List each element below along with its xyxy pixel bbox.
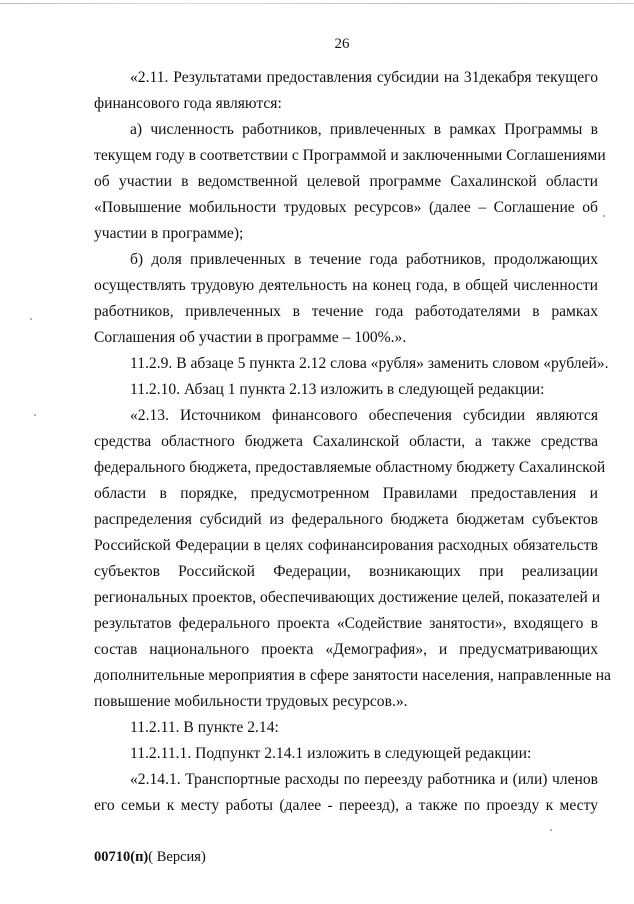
text-line: состав национального проекта «Демография», и предусматривающих <box>94 641 598 658</box>
text-line: 11.2.10. Абзац 1 пункта 2.13 изложить в следующей редакции: <box>130 381 545 398</box>
text-line: субъектов Российской Федерации, возникающих при реализации <box>94 563 598 580</box>
text-line: средства областного бюджета Сахалинской области, а также средства <box>94 433 598 450</box>
page-number: 26 <box>334 36 350 52</box>
text-line: финансового года являются: <box>94 95 282 112</box>
text-line: Российской Федерации в целях софинансирования расходных обязательств <box>94 537 598 554</box>
text-line: «2.14.1. Транспортные расходы по переезду работника и (или) членов <box>130 771 598 788</box>
text-line: участии в программе); <box>94 225 244 242</box>
footer-version <box>94 849 206 866</box>
text-line: его семьи к месту работы (далее - переезд), а также по проезду к месту <box>94 797 598 814</box>
text-line: федерального бюджета, предоставляемые областному бюджету Сахалинской <box>94 459 606 476</box>
text-line: 11.2.11. В пункте 2.14: <box>130 719 279 736</box>
text-line: региональных проектов, обеспечивающих достижение целей, показателей и <box>94 589 601 606</box>
text-line: об участии в ведомственной целевой программе Сахалинской области <box>94 173 598 190</box>
scan-top-edge <box>0 3 634 4</box>
text-line: 11.2.11.1. Подпункт 2.14.1 изложить в следующей редакции: <box>130 745 532 762</box>
scan-speck <box>550 829 552 831</box>
text-line: текущем году в соответствии с Программой и заключенными Соглашениями <box>94 147 606 164</box>
text-line: а) численность работников, привлеченных в рамках Программы в <box>130 121 598 138</box>
text-line: повышение мобильности трудовых ресурсов.». <box>94 693 408 710</box>
text-line: области в порядке, предусмотренном Правилами предоставления и <box>94 485 598 502</box>
footer-code: 00710(п) <box>94 849 149 865</box>
text-line: 11.2.9. В абзаце 5 пункта 2.12 слова «рубля» заменить словом «рублей». <box>130 355 609 372</box>
text-line: б) доля привлеченных в течение года работников, продолжающих <box>130 251 598 268</box>
text-line: «Повышение мобильности трудовых ресурсов» (далее – Соглашение об <box>94 199 598 216</box>
text-line: «2.11. Результатами предоставления субсидии на 31декабря текущего <box>130 69 598 86</box>
text-line: Соглашения об участии в программе – 100%.». <box>94 329 407 346</box>
footer-version-label: ( Версия) <box>148 849 206 865</box>
text-line: дополнительные мероприятия в сфере занятости населения, направленные на <box>94 667 611 684</box>
scan-speck <box>34 414 36 416</box>
text-line: работников, привлеченных в течение года работодателями в рамках <box>94 303 598 320</box>
scan-speck <box>30 318 32 320</box>
text-line: результатов федерального проекта «Содействие занятости», входящего в <box>94 615 598 632</box>
text-line: распределения субсидий из федерального бюджета бюджетам субъектов <box>94 511 598 528</box>
text-line: осуществлять трудовую деятельность на конец года, в общей численности <box>94 277 598 294</box>
text-line: «2.13. Источником финансового обеспечения субсидии являются <box>130 407 598 424</box>
scan-speck <box>603 215 605 217</box>
